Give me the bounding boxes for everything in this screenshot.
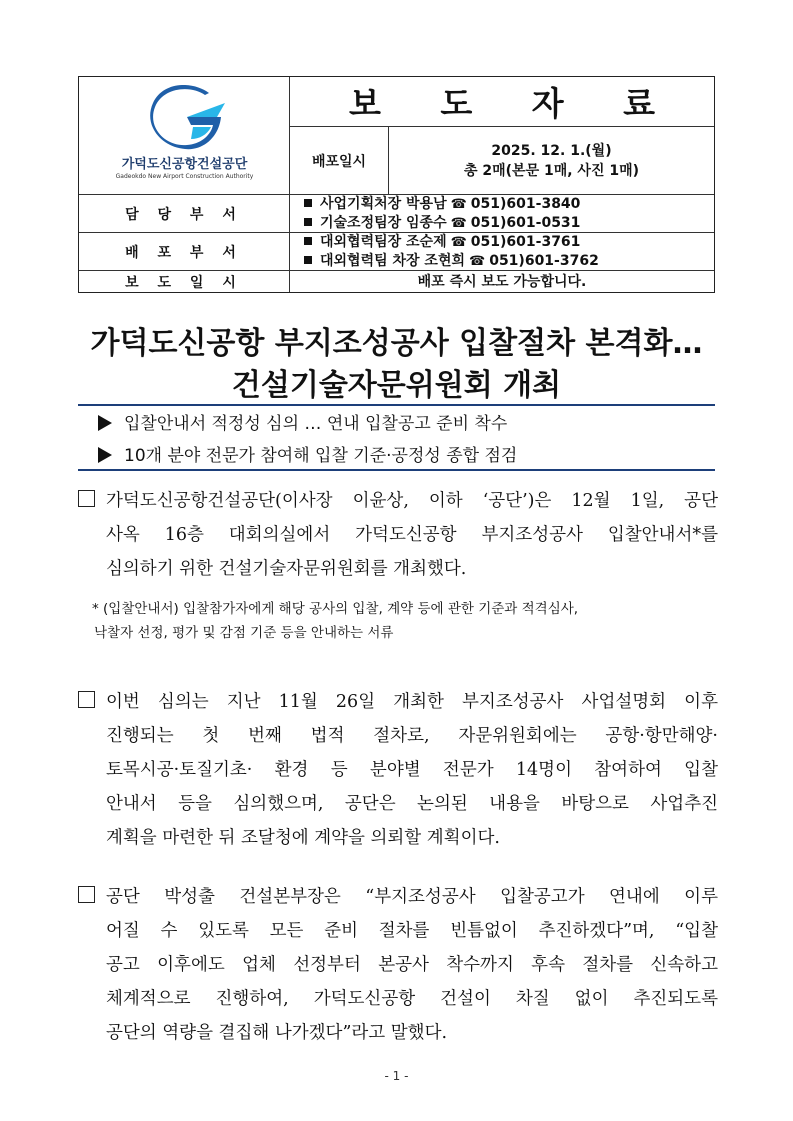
subhead-item: 입찰안내서 적정성 심의 … 연내 입찰공고 준비 착수 [98,409,507,434]
paragraph-line: 진행되는 첫 번째 법적 절차로, 자문위원회에는 공항·항만해양· [106,726,718,746]
paragraph-line: 공단 박성출 건설본부장은 “부지조성공사 입찰공고가 연내에 이루 [106,887,718,907]
phone-icon: ☎ [450,234,467,250]
subhead-item: 10개 분야 전문가 참여해 입찰 기준·공정성 종합 점검 [98,441,517,466]
checkbox-bullet-icon [78,490,95,507]
distribution-time-label: 배포일시 [290,127,389,195]
subhead-bottom-rule [78,469,715,471]
contact-item: 대외협력팀장 조순제 ☎ 051)601-3761 [304,233,714,252]
distribution-pages: 총 2매(본문 1매, 사진 1매) [463,162,640,179]
paragraph-line: 공단의 역량을 결집해 나가겠다”라고 말했다. [106,1023,448,1043]
document-title: 보 도 자 료 [290,77,714,127]
paragraph-line: 어질 수 있도록 모든 준비 절차를 빈틈없이 추진하겠다”며, “입찰 [106,921,718,941]
subhead-top-rule [78,404,715,406]
contact-dept-list [290,195,714,233]
body-paragraph-2 [78,685,718,855]
headline-line-2: 건설기술자문위원회 개최 [231,368,562,403]
paragraph-line: 이번 심의는 지난 11월 26일 개최한 부지조성공사 사업설명회 이후 [106,692,718,712]
phone-icon: ☎ [469,253,486,269]
phone-icon: ☎ [450,196,467,212]
contact-dept-label: 담 당 부 서 [79,195,290,233]
authority-logo-icon [147,85,227,151]
paragraph-line: 가덕도신공항건설공단(이사장 이윤상, 이하 ‘공단’)은 12월 1일, 공단 [106,491,718,511]
square-bullet-icon [304,256,312,264]
logo-english-name: Gadeokdo New Airport Construction Authority [115,173,254,180]
release-time-label: 보 도 일 시 [79,271,290,292]
checkbox-bullet-icon [78,691,95,708]
header-table [78,76,715,293]
paragraph-line: 토목시공·토질기초· 환경 등 분야별 전문가 14명이 참여하여 입찰 [106,760,718,780]
logo-korean-name: 가덕도신공항건설공단 [121,157,248,172]
body-paragraph-1 [78,484,718,586]
square-bullet-icon [304,199,312,207]
distribution-dept-list [290,233,714,271]
distribution-dept-label: 배 포 부 서 [79,233,290,271]
body-paragraph-3 [78,880,718,1050]
footnote-line: * (입찰안내서) 입찰참가자에게 해당 공사의 입찰, 계약 등에 관한 기준과 적격심사, [92,601,579,617]
paragraph-line: 체계적으로 진행하여, 가덕도신공항 건설이 차질 없이 추진되도록 [106,989,718,1009]
paragraph-line: 계획을 마련한 뒤 조달청에 계약을 의뢰할 계획이다. [106,828,500,848]
page-number: - 1 - [384,1069,409,1083]
checkbox-bullet-icon [78,886,95,903]
headline-line-1: 가덕도신공항 부지조성공사 입찰절차 본격화… [90,326,703,361]
contact-item: 대외협력팀 차장 조현희 ☎ 051)601-3762 [304,252,714,271]
paragraph-line: 심의하기 위한 건설기술자문위원회를 개최했다. [106,559,467,579]
triangle-bullet-icon [98,447,112,463]
paragraph-line: 안내서 등을 심의했으며, 공단은 논의된 내용을 바탕으로 사업추진 [106,794,718,814]
square-bullet-icon [304,218,312,226]
triangle-bullet-icon [98,415,112,431]
distribution-time-value [389,127,714,195]
footnote-line: 낙찰자 선정, 평가 및 감점 기준 등을 안내하는 서류 [94,625,394,641]
footnote [92,597,722,645]
contact-item: 기술조정팀장 임종수 ☎ 051)601-0531 [304,214,714,233]
logo-cell [79,77,290,195]
distribution-date: 2025. 12. 1.(월) [491,142,612,159]
contact-item: 사업기획처장 박용남 ☎ 051)601-3840 [304,195,714,214]
paragraph-line: 공고 이후에도 업체 선정부터 본공사 착수까지 후속 절차를 신속하고 [106,955,718,975]
release-time-value: 배포 즉시 보도 가능합니다. [417,273,587,290]
square-bullet-icon [304,237,312,245]
paragraph-line: 사옥 16층 대회의실에서 가덕도신공항 부지조성공사 입찰안내서*를 [106,525,718,545]
phone-icon: ☎ [450,215,467,231]
